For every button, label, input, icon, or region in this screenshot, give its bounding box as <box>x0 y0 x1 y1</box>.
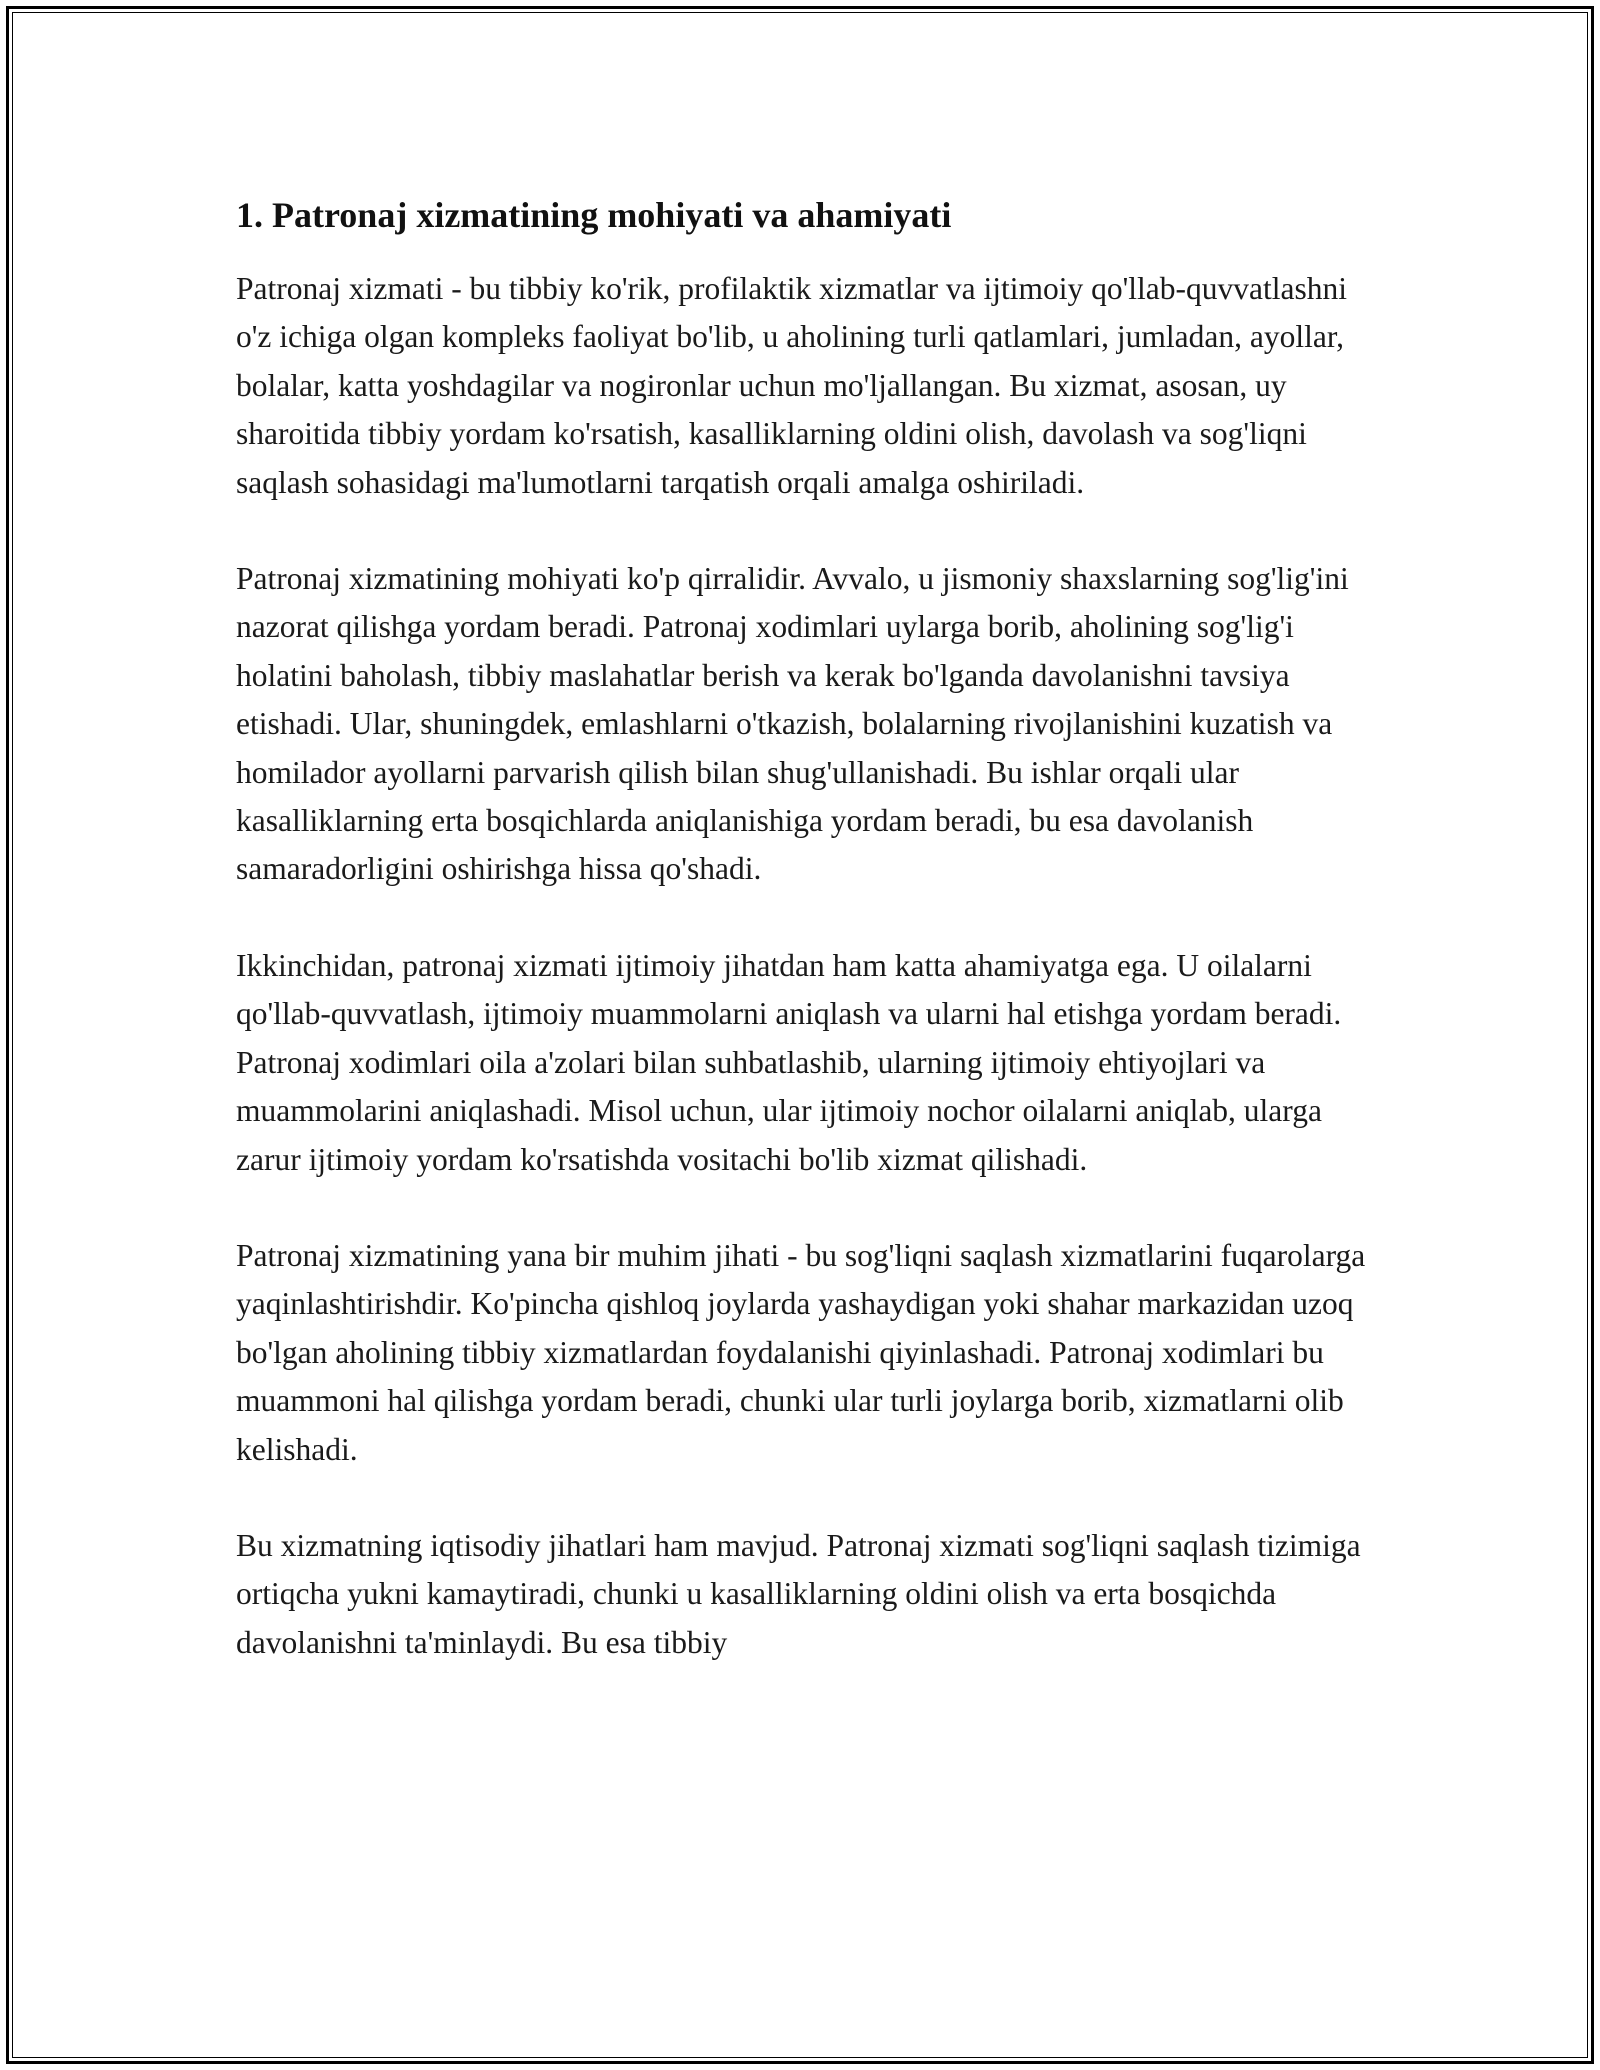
document-body <box>236 185 1386 1715</box>
paragraph-accessibility: Patronaj xizmatining yana bir muhim jihati - bu sog'liqni saqlash xizmatlarini fuqarolarga yaqinlashtirishdir. Ko'pincha qishloq joylarda yashaydigan yoki shahar markazidan uzoq bo'lgan aholining tibbiy xizmatlardan foydalanishi qiyinlashadi. Patronaj xodimlari bu muammoni hal qilishga yordam beradi, chunki ular turli joylarga borib, xizmatlarni olib kelishadi. <box>236 1237 1366 1467</box>
paragraph-economic-aspects: Bu xizmatning iqtisodiy jihatlari ham mavjud. Patronaj xizmati sog'liqni saqlash tizimiga ortiqcha yukni kamaytiradi, chunki u kasalliklarning oldini olish va erta bosqichda davolanishni ta'minlaydi. Bu esa tibbiy <box>236 1527 1361 1660</box>
section-heading: 1. Patronaj xizmatining mohiyati va ahamiyati <box>236 195 952 235</box>
paragraph-social-importance: Ikkinchidan, patronaj xizmati ijtimoiy jihatdan ham katta ahamiyatga ega. U oilalarni qo'llab-quvvatlash, ijtimoiy muammolarni aniqlash va ularni hal etishga yordam beradi. Patronaj xodimlari oila a'zolari bilan suhbatlashib, ularning ijtimoiy ehtiyojlari va muammolarini aniqlashadi. Misol uchun, ular ijtimoiy nochor oilalarni aniqlab, ularga zarur ijtimoiy yordam ko'rsatishda vositachi bo'lib xizmat qilishadi. <box>236 947 1342 1177</box>
paragraph-essence: Patronaj xizmatining mohiyati ko'p qirralidir. Avvalo, u jismoniy shaxslarning sog'lig'ini nazorat qilishga yordam beradi. Patronaj xodimlari uylarga borib, aholining sog'lig'i holatini baholash, tibbiy maslahatlar berish va kerak bo'lganda davolanishni tavsiya etishadi. Ular, shuningdek, emlashlarni o'tkazish, bolalarning rivojlanishini kuzatish va homilador ayollarni parvarish qilish bilan shug'ullanishadi. Bu ishlar orqali ular kasalliklarning erta bosqichlarda aniqlanishiga yordam beradi, bu esa davolanish samaradorligini oshirishga hissa qo'shadi. <box>236 561 1349 887</box>
paragraph-definition: Patronaj xizmati - bu tibbiy ko'rik, profilaktik xizmatlar va ijtimoiy qo'llab-quvvatlashni o'z ichiga olgan kompleks faoliyat bo'lib, u aholining turli qatlamlari, jumladan, ayollar, bolalar, katta yoshdagilar va nogironlar uchun mo'ljallangan. Bu xizmat, asosan, uy sharoitida tibbiy yordam ko'rsatish, kasalliklarning oldini olish, davolash va sog'liqni saqlash sohasidagi ma'lumotlarni tarqatish orqali amalga oshiriladi. <box>236 271 1348 500</box>
